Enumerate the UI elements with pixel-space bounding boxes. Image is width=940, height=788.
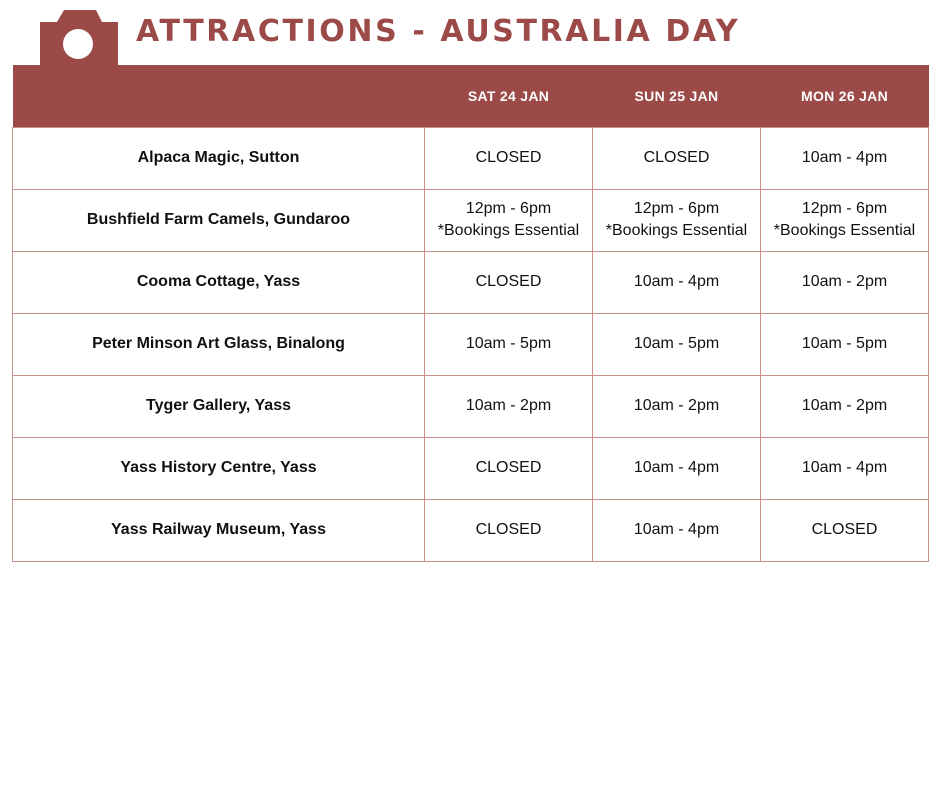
table-row [13,375,929,437]
hours-sat [425,189,593,251]
attraction-name: Peter Minson Art Glass, Binalong [13,313,425,375]
hours-time: 12pm - 6pm [465,200,552,217]
hours-mon: 10am - 2pm [761,251,929,313]
column-header-sun: SUN 25 JAN [634,88,719,105]
booking-note: *Bookings Essential [773,222,916,239]
table-row [13,437,929,499]
hours-sun: 10am - 5pm [593,313,761,375]
attraction-name: Alpaca Magic, Sutton [13,127,425,189]
hours-time: 12pm - 6pm [801,200,888,217]
hours-sat: CLOSED [425,437,593,499]
hours-mon: 10am - 4pm [761,127,929,189]
table-row [13,189,929,251]
hours-sun [593,189,761,251]
hours-time: 12pm - 6pm [633,200,720,217]
hours-sun: 10am - 4pm [593,251,761,313]
hours-sat: CLOSED [425,251,593,313]
hours-sat: 10am - 5pm [425,313,593,375]
hours-sun: 10am - 2pm [593,375,761,437]
hours-mon: 10am - 4pm [761,437,929,499]
table-row [13,499,929,561]
table-row [13,127,929,189]
opening-hours-table [12,64,929,562]
hours-sat: CLOSED [425,499,593,561]
hours-sun: 10am - 4pm [593,499,761,561]
camera-icon [40,10,118,66]
booking-note: *Bookings Essential [437,222,580,239]
table-row [13,313,929,375]
column-header-mon: MON 26 JAN [800,88,889,105]
table-row [13,251,929,313]
page-title: ATTRACTIONS - AUSTRALIA DAY [136,14,741,49]
hours-mon [761,189,929,251]
attraction-name: Cooma Cottage, Yass [13,251,425,313]
column-header-sat: SAT 24 JAN [467,88,550,105]
attraction-name: Yass Railway Museum, Yass [13,499,425,561]
hours-mon: CLOSED [761,499,929,561]
hours-sat: 10am - 2pm [425,375,593,437]
hours-sat: CLOSED [425,127,593,189]
attraction-name: Bushfield Farm Camels, Gundaroo [13,189,425,251]
attraction-name: Tyger Gallery, Yass [13,375,425,437]
hours-sun: 10am - 4pm [593,437,761,499]
column-header-attraction [13,65,425,128]
booking-note: *Bookings Essential [605,222,748,239]
hours-mon: 10am - 2pm [761,375,929,437]
attraction-name: Yass History Centre, Yass [13,437,425,499]
table-header-row [13,64,929,127]
hours-sun: CLOSED [593,127,761,189]
hours-mon: 10am - 5pm [761,313,929,375]
